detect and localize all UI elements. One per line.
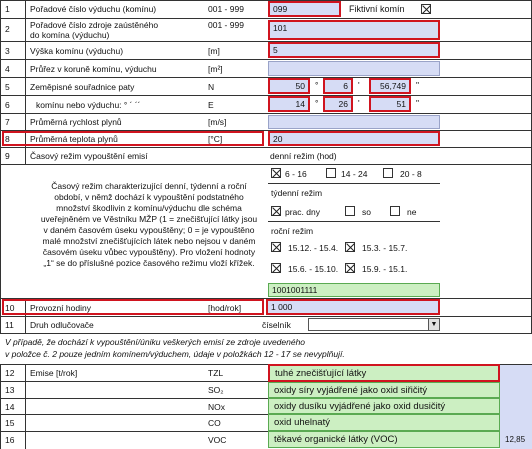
pollutant-name: oxidy dusíku vyjádřené jako oxid dusičitý [268,398,500,414]
divider [268,221,440,222]
gas-velocity-input[interactable] [268,115,440,129]
weekday-checkbox[interactable] [271,206,281,216]
minute-mark: ' [358,80,360,90]
day-option-label: 20 - 8 [400,169,422,179]
day-6-16-checkbox[interactable] [271,168,281,178]
description-line: období, v němž dochází k vypouštění podstatného [54,192,244,202]
row-number: 8 [5,134,10,144]
time-mode-code: 1001001111 [268,283,440,297]
row-unit: číselník [262,320,291,330]
saturday-checkbox[interactable] [345,206,355,216]
minute-mark: ' [358,98,360,108]
longitude-seconds-input[interactable]: 51 [369,96,411,112]
row-number: 14 [5,402,15,412]
row-label: Zeměpisné souřadnice paty [30,82,135,92]
row-number: 9 [5,151,10,161]
row-unit: [hod/rok] [208,303,242,313]
year-option-label: 15.3. - 15.7. [362,243,408,253]
pollutant-name: těkavé organické látky (VOC) [268,431,500,448]
pollutant-name: oxidy síry vyjádřené jako oxid siřičitý [268,382,500,398]
week-option-label: ne [407,207,417,217]
year-option-label: 15.9. - 15.1. [362,264,408,274]
season-3-checkbox[interactable] [271,263,281,273]
row-label: komínu nebo výduchu: ° ´ ´´ [36,100,141,110]
row-label: Průměrná teplota plynů [30,134,118,144]
sunday-checkbox[interactable] [390,206,400,216]
row-unit: [°C] [208,134,223,144]
cross-section-input[interactable] [268,61,440,76]
week-option-label: prac. dny [285,207,320,217]
gas-temperature-input[interactable]: 20 [268,131,440,146]
row-number: 11 [5,320,14,330]
longitude-degrees-input[interactable]: 14 [268,96,310,112]
year-option-label: 15.12. - 15.4. [288,243,339,253]
row-unit: [m²] [208,64,223,74]
season-2-checkbox[interactable] [345,242,355,252]
row-unit: [m] [208,46,220,56]
second-mark: " [416,98,420,108]
emission-value-input[interactable] [500,366,532,380]
pollutant-code: VOC [208,435,227,445]
divider [268,183,440,184]
day-20-8-checkbox[interactable] [383,168,393,178]
pollutant-code: CO [208,418,221,428]
emission-value-input[interactable]: 12,85 [505,435,526,444]
latitude-degrees-input[interactable]: 50 [268,78,310,94]
day-14-24-checkbox[interactable] [326,168,336,178]
chimney-number-input[interactable]: 099 [268,1,341,17]
row-unit: 001 - 999 [208,4,244,14]
fictive-chimney-checkbox[interactable] [421,4,431,14]
pollutant-code: TZL [208,368,224,378]
row-number: 6 [5,100,10,110]
week-option-label: so [362,207,371,217]
season-4-checkbox[interactable] [345,263,355,273]
fictive-chimney-label: Fiktivní komín [349,4,405,14]
emissions-label: Emise [t/rok] [30,368,78,378]
latitude-minutes-input[interactable]: 6 [323,78,353,94]
description-line: „1“ se do příslušné pozice časového režimu vloží křížek. [43,258,255,268]
operating-hours-input[interactable]: 1 000 [266,299,440,315]
row-number: 1 [5,4,10,14]
pollutant-code: NOx [208,402,225,412]
row-label: Průměrná rychlost plynů [30,117,122,127]
description-line: časovém úseku vůbec vypouštěny). Pro vložení hodnoty [42,247,256,257]
row-label-line1: Pořadové číslo zdroje zaústěného [30,20,159,30]
row-number: 2 [5,24,10,34]
row-label-line2: do komína (výduchu) [30,30,110,40]
note-text [5,336,345,360]
row-label: Časový režim vypouštění emisí [30,151,148,161]
row-unit: 001 - 999 [208,20,244,30]
emission-value-input[interactable] [500,399,532,413]
pollutant-name: oxid uhelnatý [268,414,500,431]
degree-mark: ° [315,98,319,108]
description-line: malé množství znečišťujících látek nebo nejsou v daném [42,236,256,246]
chimney-height-input[interactable]: 5 [268,42,440,58]
row-unit: E [208,100,214,110]
row-number: 12 [5,368,15,378]
row-number: 13 [5,385,15,395]
longitude-minutes-input[interactable]: 26 [323,96,353,112]
row-number: 16 [5,435,15,445]
pollutant-name: tuhé znečišťující látky [268,364,500,382]
season-1-checkbox[interactable] [271,242,281,252]
year-option-label: 15.6. - 15.10. [288,264,339,274]
emission-value-input[interactable] [500,416,532,430]
row-number: 5 [5,82,10,92]
row-label: Výška komínu (výduchu) [30,46,124,56]
description-line: v daném časovém úseku vypouštěny; 0 = je vypouštěno [43,225,255,235]
row-unit: [m/s] [208,117,227,127]
row-number: 15 [5,418,15,428]
weekly-mode-label: týdenní režim [271,188,323,198]
note-line: V případě, že dochází k vypouštění/úniku veškerých emisí ze zdroje uvedeného [5,337,306,347]
separator-type-select[interactable] [308,318,440,331]
emission-value-input[interactable] [500,383,532,397]
description-line: uveřejněném ve Věstníku MŽP (1 = znečišťující látky jsou [40,214,258,224]
time-mode-description [33,181,265,269]
day-option-label: 14 - 24 [341,169,368,179]
day-option-label: 6 - 16 [285,169,307,179]
row-unit: N [208,82,215,92]
description-line: Časový režim charakterizující denní, týdenní a roční [51,181,247,191]
yearly-mode-label: roční režim [271,226,314,236]
row-number: 7 [5,117,10,127]
row-number: 4 [5,64,10,74]
degree-mark: ° [315,80,319,90]
chevron-down-icon[interactable]: ▼ [428,319,439,330]
row-label: Druh odlučovače [30,320,94,330]
source-number-input[interactable]: 101 [268,20,440,40]
row-label: Pořadové číslo výduchu (komínu) [30,4,157,14]
row-label: Provozní hodiny [30,303,91,313]
latitude-seconds-input[interactable]: 56,749 [369,78,411,94]
row-number: 10 [5,303,15,313]
second-mark: " [416,80,420,90]
note-line: v položce č. 2 pouze jedním komínem/výduchem, údaje v položkách 12 - 17 se nevyplňují. [5,349,345,359]
row-label: Průřez v koruně komínu, výduchu [30,64,157,74]
description-line: množství škodlivin z komínu/výduchu dle schéma [56,203,242,213]
pollutant-code: SO₂ [208,385,224,395]
daily-mode-label: denní režim (hod) [270,151,337,161]
row-number: 3 [5,46,10,56]
